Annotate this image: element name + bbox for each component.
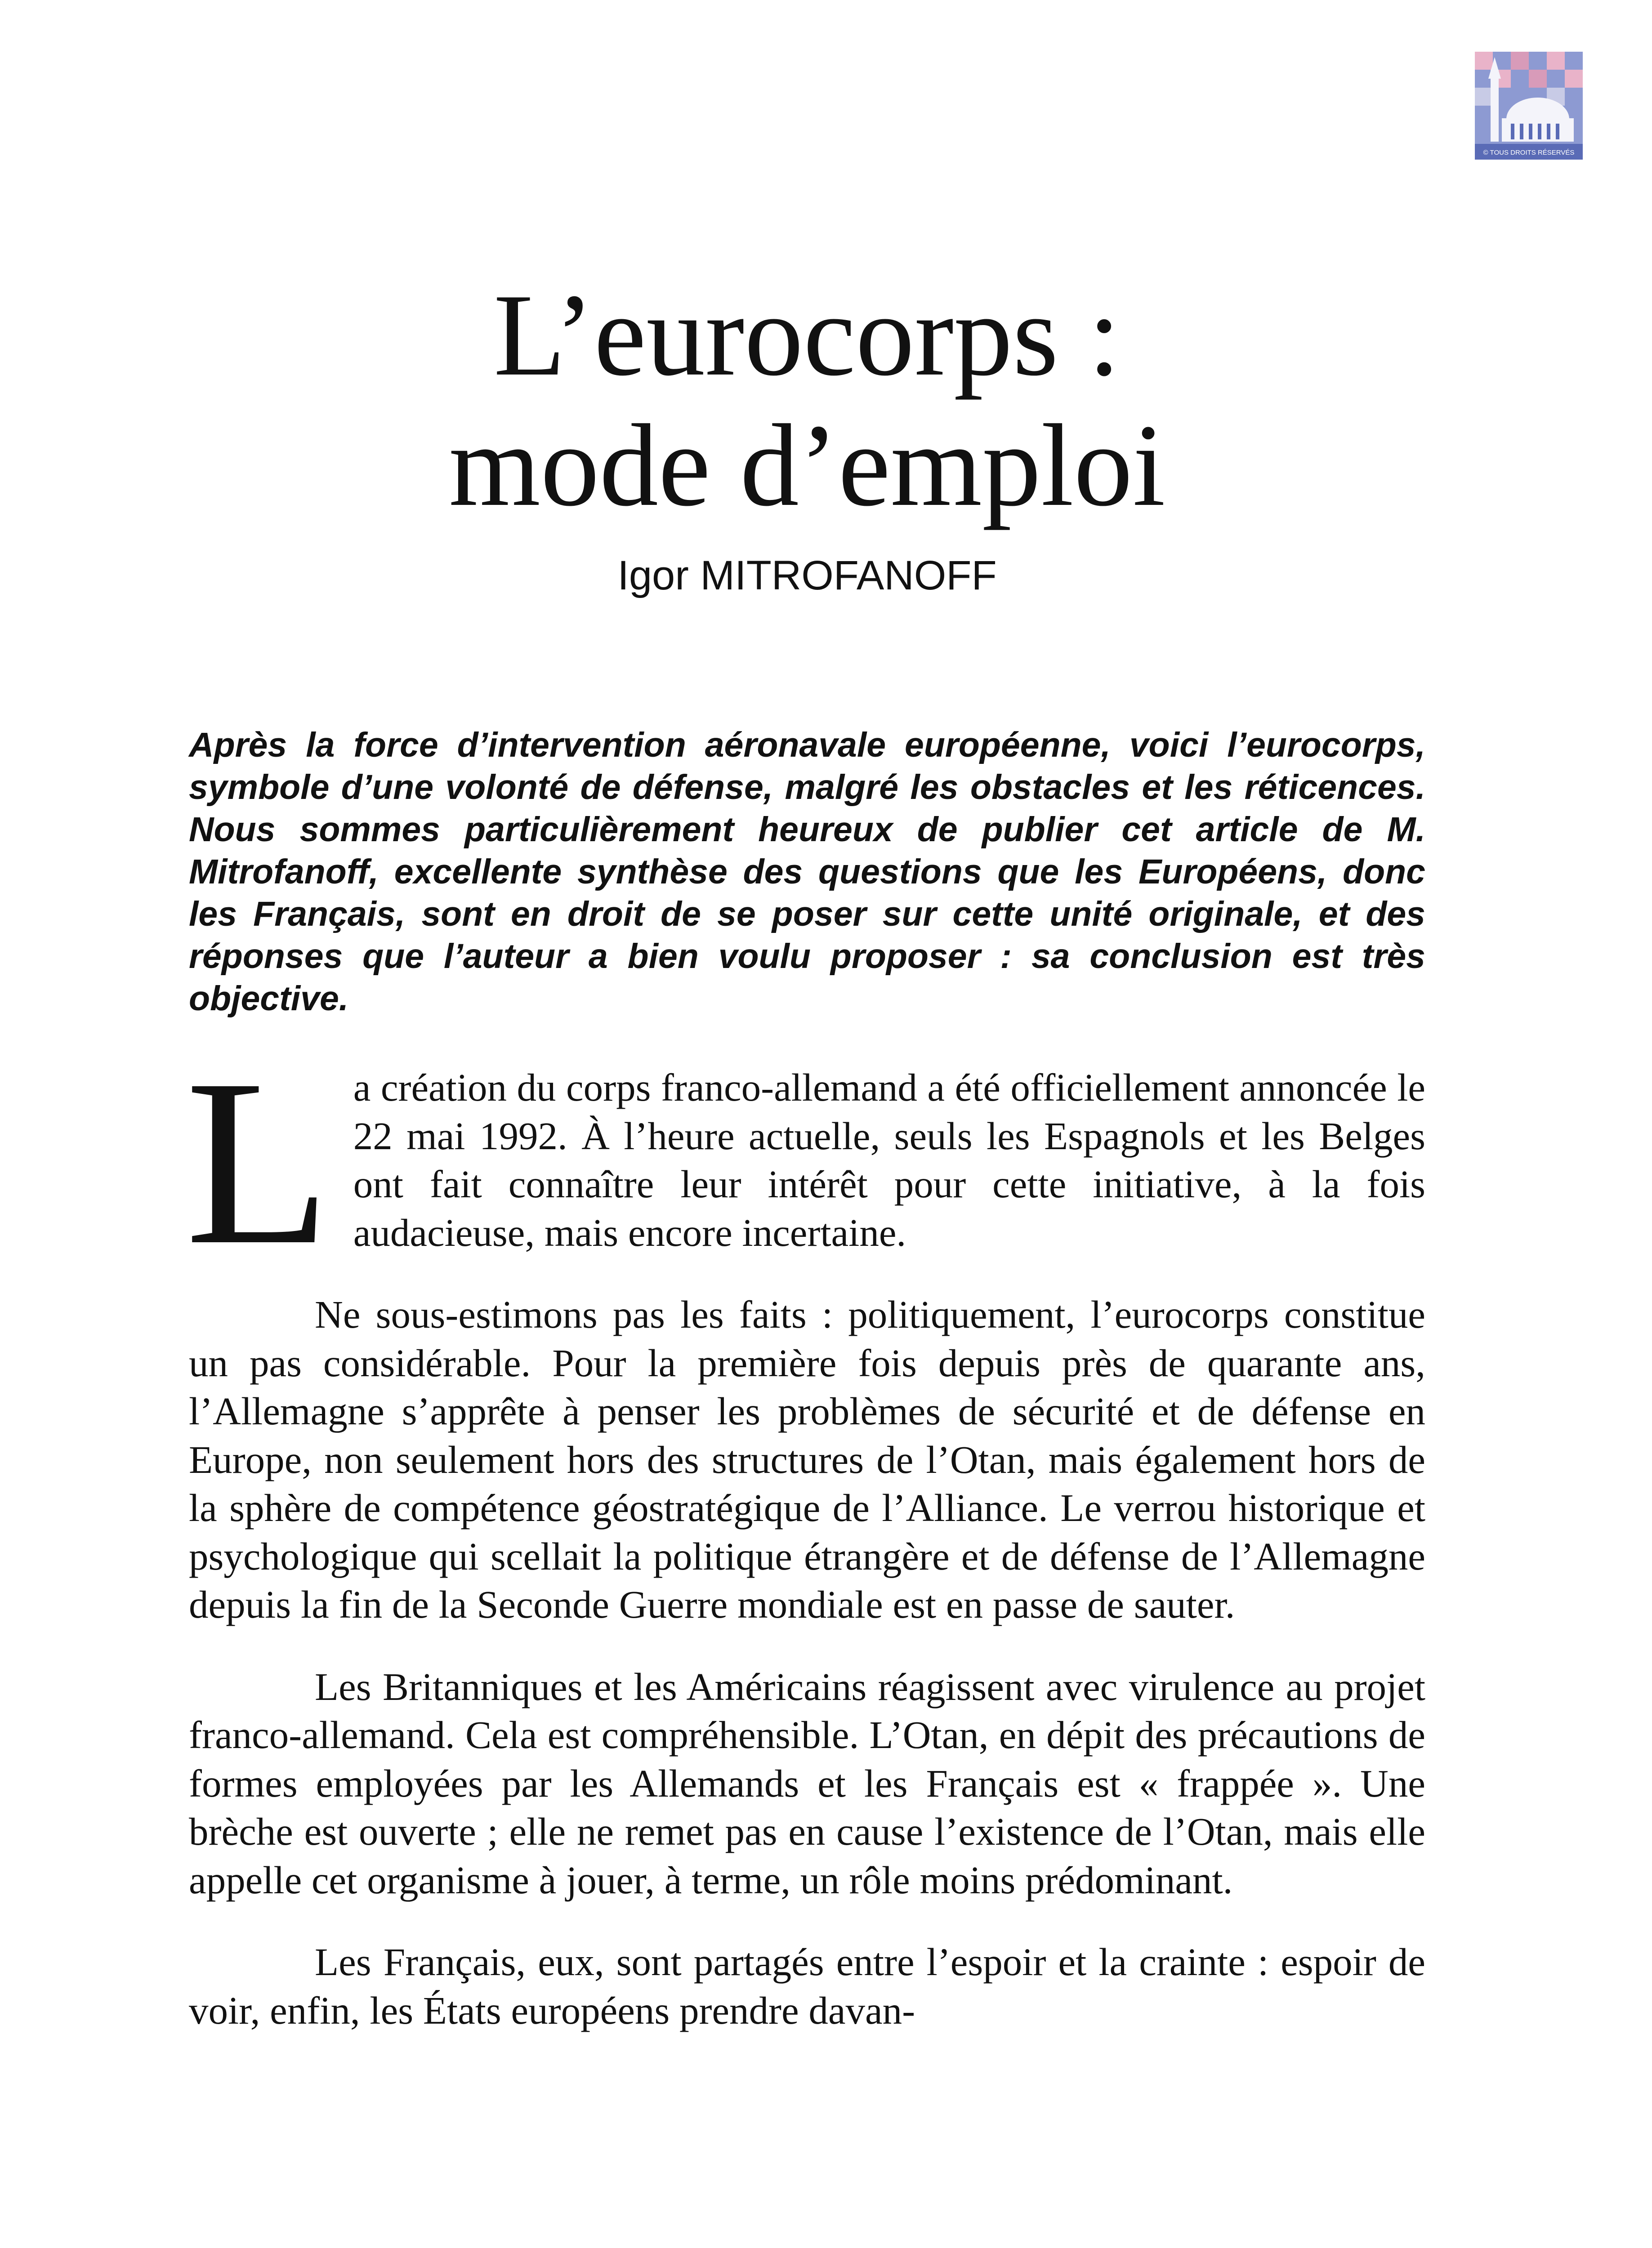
dome-building-logo-icon [1475,52,1583,160]
paragraph-1-text: a création du corps franco-allemand a été officiellement annoncée le 22 mai 1992. À l’heure actuelle, seuls les Espagnols et les Belges ont fait connaître leur intérêt pour cette initiative, à la fois audacieuse, mais encore incertaine. [353,1066,1425,1254]
publisher-logo [1475,52,1583,160]
paragraph-4: Les Français, eux, sont partagés entre l’espoir et la crainte : espoir de voir, enfin, les États européens prendre davan- [189,1940,1425,2032]
paragraph-2: Ne sous-estimons pas les faits : politiquement, l’eurocorps constitue un pas considérable. Pour la première fois depuis près de quarante ans, l’Allemagne s’apprête à penser les problèmes de sécurité et de défense en Europe, non seulement hors des structures de l’Otan, mais également hors de la sphère de compétence géostratégique de l’Alliance. Le verrou historique et psychologique qui scellait la politique étrangère et de défense de l’Allemagne depuis la fin de la Seconde Guerre mondiale est en passe de sauter. [189,1293,1425,1626]
article-body [185,1030,1425,2068]
paragraph-1 [185,1030,1425,1294]
article-chapeau: Après la force d’intervention aéronavale européenne, voici l’eurocorps, symbole d’une volonté de défense, malgré les obstacles et les réticences. Nous sommes particulièrement heureux de publier cet article de M. Mitrofanoff, excellente synthèse des questions que les Européens, donc les Français, sont en droit de se poser sur cette unité originale, et des réponses que l’auteur a bien voulu proposer : sa conclusion est très objective. [189,726,1425,1018]
article-title [0,270,1614,531]
paragraph-3: Les Britanniques et les Américains réagissent avec virulence au projet franco-allemand. Cela est compréhensible. L’Otan, en dépit des précautions de formes employées par les Allemands et les Français est « frappée ». Une brèche est ouverte ; elle ne remet pas en cause l’existence de l’Otan, mais elle appelle cet organisme à jouer, à terme, un rôle moins prédominant. [189,1664,1425,1902]
logo-caption: © TOUS DROITS RÉSERVÉS [1483,149,1575,156]
article-author: Igor MITROFANOFF [617,553,997,598]
article-title-line-2: mode d’emploi [449,400,1165,531]
article-title-line-1: L’eurocorps : [493,270,1121,400]
drop-cap: L [185,1030,331,1294]
